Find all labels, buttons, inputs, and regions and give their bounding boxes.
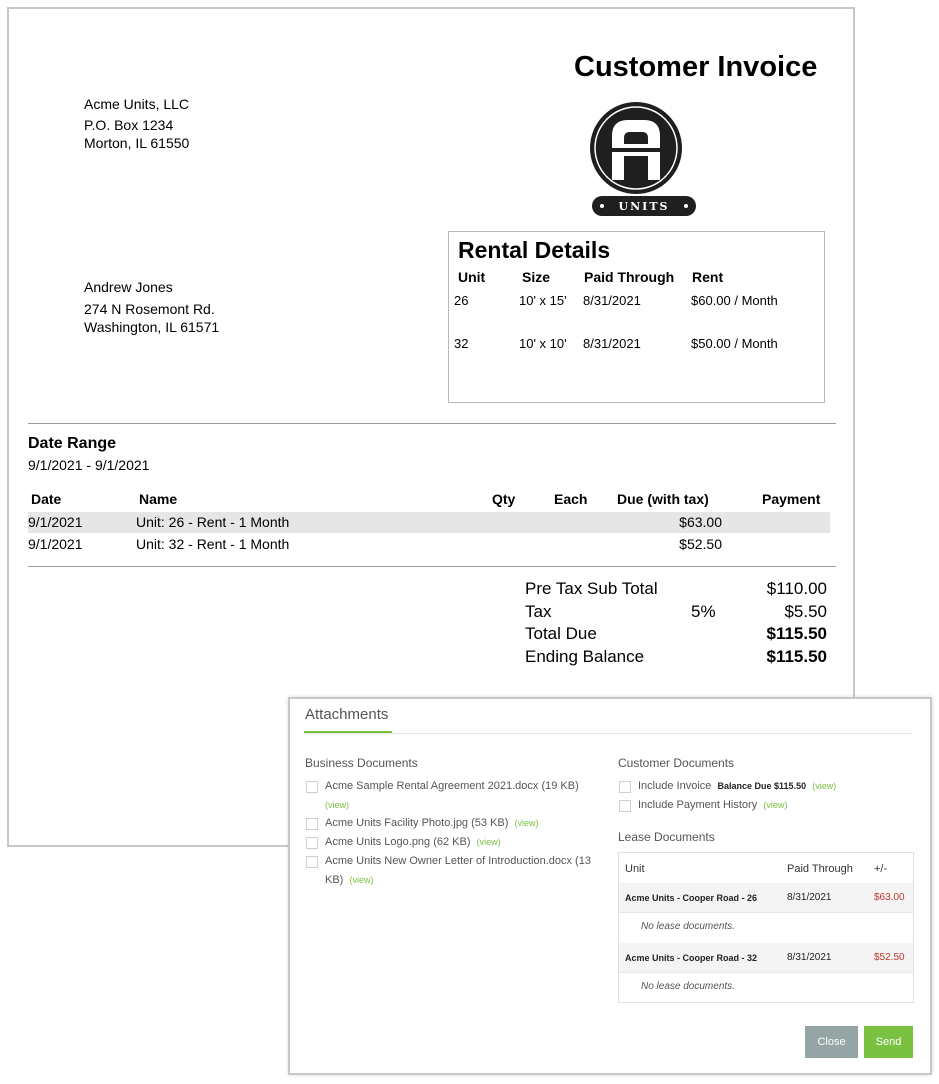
lease-row-divider bbox=[619, 972, 913, 973]
lease-header-unit: Unit bbox=[625, 863, 645, 875]
view-link[interactable]: (view) bbox=[514, 818, 539, 828]
lease-no-documents: No lease documents. bbox=[641, 981, 735, 992]
tax-value: $5.50 bbox=[784, 602, 827, 621]
business-doc-item bbox=[325, 833, 595, 852]
rental-header-rent: Rent bbox=[692, 269, 724, 285]
business-doc-name: Acme Units Logo.png (62 KB) bbox=[325, 836, 471, 848]
view-link[interactable]: (view) bbox=[349, 875, 374, 885]
date-range-label: Date Range bbox=[28, 435, 117, 452]
view-link[interactable]: (view) bbox=[325, 800, 349, 810]
lease-unit: Acme Units - Cooper Road - 26 bbox=[625, 893, 758, 903]
rental-paid-through: 8/31/2021 bbox=[583, 336, 641, 351]
attachments-modal bbox=[288, 697, 932, 1075]
lease-paid-through: 8/31/2021 bbox=[787, 892, 832, 903]
rental-rent: $60.00 / Month bbox=[691, 293, 778, 308]
header-each: Each bbox=[554, 491, 588, 507]
lease-no-documents: No lease documents. bbox=[641, 921, 735, 932]
close-button[interactable]: Close bbox=[805, 1026, 858, 1058]
business-doc-name: Acme Sample Rental Agreement 2021.docx (19 KB) bbox=[325, 780, 579, 792]
svg-text:★: ★ bbox=[631, 172, 641, 182]
rental-details-title: Rental Details bbox=[458, 237, 611, 263]
business-doc-checkbox[interactable] bbox=[306, 837, 318, 849]
include-invoice-label: Include Invoice bbox=[638, 780, 712, 792]
lease-header-paid-through: Paid Through bbox=[787, 863, 853, 875]
business-doc-checkbox[interactable] bbox=[306, 781, 318, 793]
lease-unit: Acme Units - Cooper Road - 32 bbox=[625, 953, 758, 963]
lease-amount: $52.50 bbox=[874, 952, 905, 963]
logo-text: UNITS bbox=[618, 200, 670, 213]
line-item-name: Unit: 32 - Rent - 1 Month bbox=[136, 536, 290, 552]
lease-row-divider bbox=[619, 912, 913, 913]
include-invoice-checkbox[interactable] bbox=[619, 781, 631, 793]
date-range-value: 9/1/2021 - 9/1/2021 bbox=[28, 457, 150, 473]
line-item-due: $52.50 bbox=[679, 536, 722, 552]
business-doc-item bbox=[325, 852, 597, 890]
company-name: Acme Units, LLC bbox=[84, 96, 190, 112]
rental-unit: 32 bbox=[454, 336, 469, 351]
customer-name: Andrew Jones bbox=[84, 279, 173, 295]
line-item-date: 9/1/2021 bbox=[28, 536, 83, 552]
total-due-label: Total Due bbox=[525, 624, 597, 643]
lease-documents-table bbox=[618, 852, 914, 1003]
pre-tax-value: $110.00 bbox=[766, 579, 827, 598]
customer-address-line2: Washington, IL 61571 bbox=[84, 319, 220, 335]
tax-label: Tax bbox=[525, 602, 552, 621]
tab-attachments[interactable]: Attachments bbox=[305, 706, 389, 723]
include-payment-history-checkbox[interactable] bbox=[619, 800, 631, 812]
rental-header-size: Size bbox=[522, 269, 551, 285]
view-link[interactable]: (view) bbox=[763, 800, 788, 810]
header-name: Name bbox=[139, 491, 178, 507]
rental-header-paid-through: Paid Through bbox=[584, 269, 675, 285]
company-address-line2: Morton, IL 61550 bbox=[84, 135, 190, 151]
business-doc-checkbox[interactable] bbox=[306, 856, 318, 868]
company-address bbox=[84, 95, 189, 152]
rental-size: 10' x 10' bbox=[519, 336, 567, 351]
pre-tax-label: Pre Tax Sub Total bbox=[525, 579, 658, 598]
business-doc-item bbox=[325, 814, 595, 833]
lease-paid-through: 8/31/2021 bbox=[787, 952, 832, 963]
lease-documents-title: Lease Documents bbox=[618, 830, 715, 844]
rental-unit: 26 bbox=[454, 293, 469, 308]
include-invoice-item bbox=[638, 777, 836, 796]
rental-details-box bbox=[448, 231, 825, 403]
include-payment-history-label: Include Payment History bbox=[638, 799, 758, 811]
business-doc-item bbox=[325, 777, 595, 815]
view-link[interactable]: (view) bbox=[812, 781, 837, 791]
header-due: Due (with tax) bbox=[617, 491, 709, 507]
line-item-due: $63.00 bbox=[679, 514, 722, 530]
business-doc-checkbox[interactable] bbox=[306, 818, 318, 830]
total-due-value: $115.50 bbox=[766, 624, 827, 643]
header-date: Date bbox=[31, 491, 62, 507]
header-payment: Payment bbox=[762, 491, 821, 507]
line-item-date: 9/1/2021 bbox=[28, 514, 83, 530]
balance-due-text: Balance Due $115.50 bbox=[717, 781, 807, 791]
company-address-line1: P.O. Box 1234 bbox=[84, 117, 174, 133]
business-doc-name: Acme Units New Owner Letter of Introduction.docx (13 KB) bbox=[325, 855, 591, 886]
send-button[interactable]: Send bbox=[864, 1026, 913, 1058]
ending-balance-value: $115.50 bbox=[766, 647, 827, 666]
view-link[interactable]: (view) bbox=[476, 837, 501, 847]
acme-units-logo bbox=[588, 100, 698, 228]
customer-address bbox=[84, 278, 219, 336]
tax-rate: 5% bbox=[691, 602, 716, 621]
invoice-title: Customer Invoice bbox=[574, 51, 818, 83]
customer-address-line1: 274 N Rosemont Rd. bbox=[84, 301, 215, 317]
business-documents-title: Business Documents bbox=[305, 756, 418, 770]
customer-documents-title: Customer Documents bbox=[618, 756, 735, 770]
lease-amount: $63.00 bbox=[874, 892, 905, 903]
ending-balance-label: Ending Balance bbox=[525, 647, 645, 666]
rental-header-unit: Unit bbox=[458, 269, 486, 285]
line-item-name: Unit: 26 - Rent - 1 Month bbox=[136, 514, 290, 530]
rental-rent: $50.00 / Month bbox=[691, 336, 778, 351]
business-doc-name: Acme Units Facility Photo.jpg (53 KB) bbox=[325, 817, 509, 829]
rental-paid-through: 8/31/2021 bbox=[583, 293, 641, 308]
divider bbox=[28, 566, 836, 567]
include-payment-history-item bbox=[638, 796, 787, 815]
header-qty: Qty bbox=[492, 491, 516, 507]
rental-size: 10' x 15' bbox=[519, 293, 567, 308]
tab-divider bbox=[304, 733, 912, 734]
divider bbox=[28, 423, 836, 424]
lease-header-delta: +/- bbox=[874, 863, 888, 875]
